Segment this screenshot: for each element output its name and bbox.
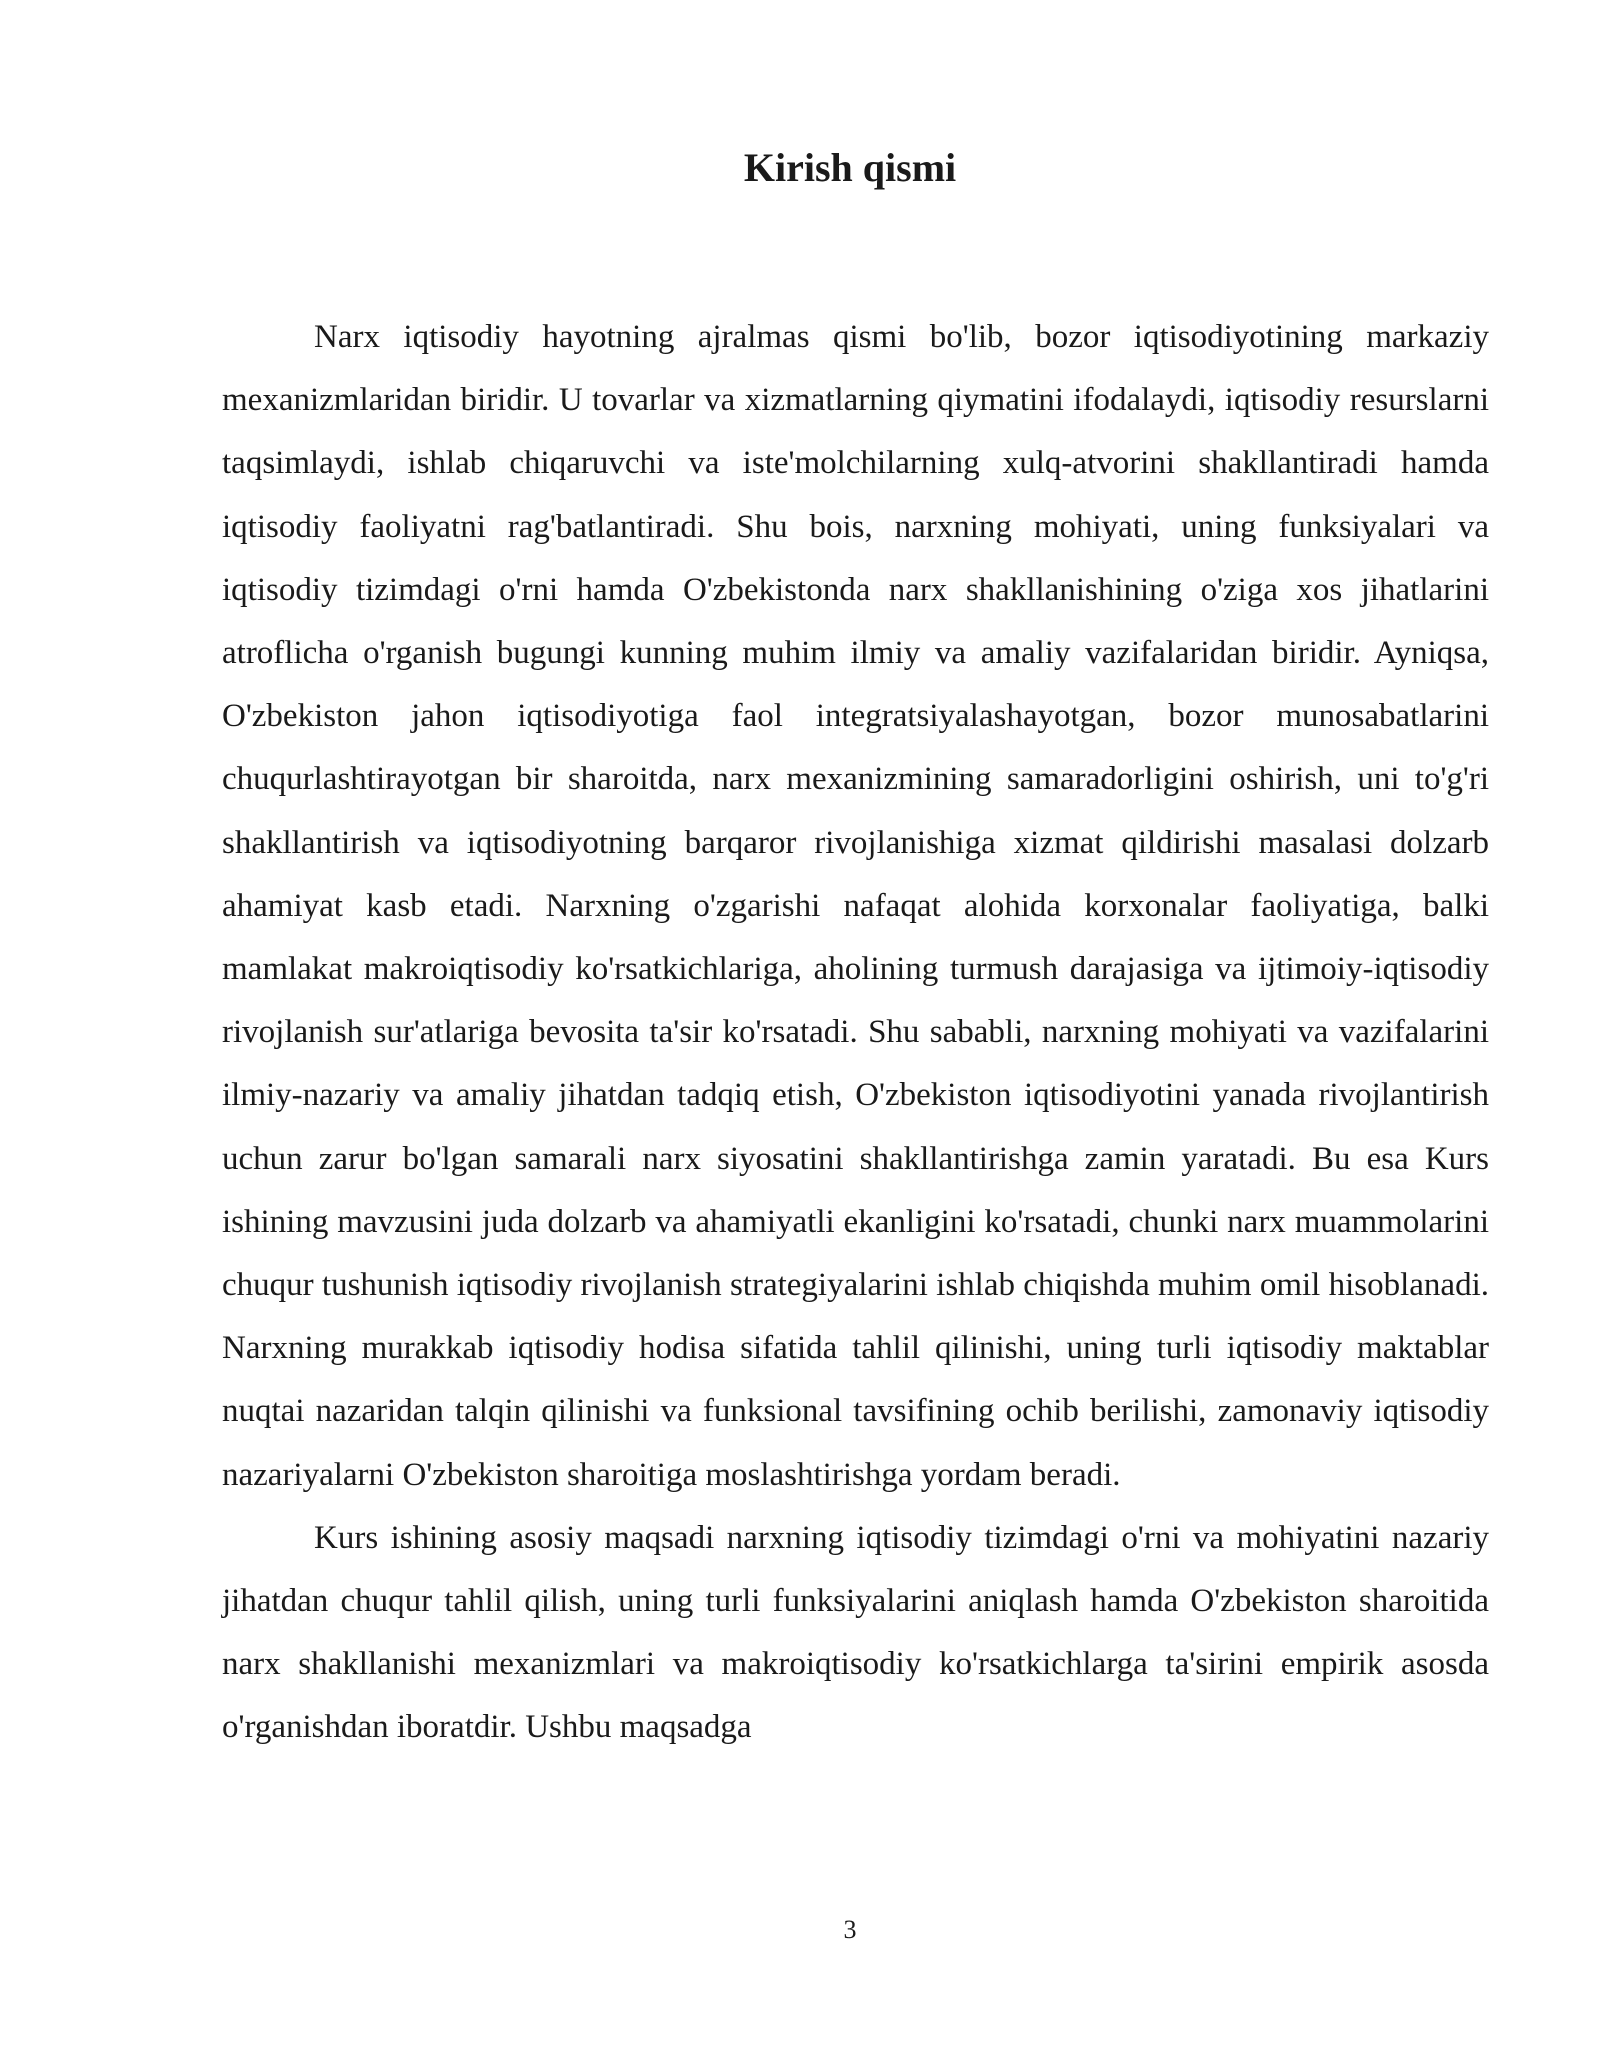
body-text: [222, 306, 1489, 1760]
paragraph-1: Narx iqtisodiy hayotning ajralmas qismi bo'lib, bozor iqtisodiyotining markaziy mexanizmlaridan biridir. U tovarlar va xizmatlarning qiymatini ifodalaydi, iqtisodiy resurslarni taqsimlaydi, ishlab chiqaruvchi va iste'molchilarning xulq-atvorini shakllantiradi hamda iqtisodiy faoliyatni rag'batlantiradi. Shu bois, narxning mohiyati, uning funksiyalari va iqtisodiy tizimdagi o'rni hamda O'zbekistonda narx shakllanishining o'ziga xos jihatlarini atroflicha o'rganish bugungi kunning muhim ilmiy va amaliy vazifalaridan biridir. Ayniqsa, O'zbekiston jahon iqtisodiyotiga faol integratsiyalashayotgan, bozor munosabatlarini chuqurlashtirayotgan bir sharoitda, narx mexanizmining samaradorligini oshirish, uni to'g'ri shakllantirish va iqtisodiyotning barqaror rivojlanishiga xizmat qildirishi masalasi dolzarb ahamiyat kasb etadi. Narxning o'zgarishi nafaqat alohida korxonalar faoliyatiga, balki mamlakat makroiqtisodiy ko'rsatkichlariga, aholining turmush darajasiga va ijtimoiy-iqtisodiy rivojlanish sur'atlariga bevosita ta'sir ko'rsatadi. Shu sababli, narxning mohiyati va vazifalarini ilmiy-nazariy va amaliy jihatdan tadqiq etish, O'zbekiston iqtisodiyotini yanada rivojlantirish uchun zarur bo'lgan samarali narx siyosatini shakllantirishga zamin yaratadi. Bu esa Kurs ishining mavzusini juda dolzarb va ahamiyatli ekanligini ko'rsatadi, chunki narx muammolarini chuqur tushunish iqtisodiy rivojlanish strategiyalarini ishlab chiqishda muhim omil hisoblanadi. Narxning murakkab iqtisodiy hodisa sifatida tahlil qilinishi, uning turli iqtisodiy maktablar nuqtai nazaridan talqin qilinishi va funksional tavsifining ochib berilishi, zamonaviy iqtisodiy nazariyalarni O'zbekiston sharoitiga moslashtirishga yordam beradi.: [222, 319, 1489, 1493]
page-title: Kirish qismi: [743, 145, 957, 190]
paragraph-2: Kurs ishining asosiy maqsadi narxning iqtisodiy tizimdagi o'rni va mohiyatini nazariy jihatdan chuqur tahlil qilish, uning turli funksiyalarini aniqlash hamda O'zbekiston sharoitida narx shakllanishi mexanizmlari va makroiqtisodiy ko'rsatkichlarga ta'sirini empirik asosda o'rganishdan iboratdir. Ushbu maqsadga: [222, 1519, 1489, 1746]
page-number: 3: [843, 1915, 857, 1944]
